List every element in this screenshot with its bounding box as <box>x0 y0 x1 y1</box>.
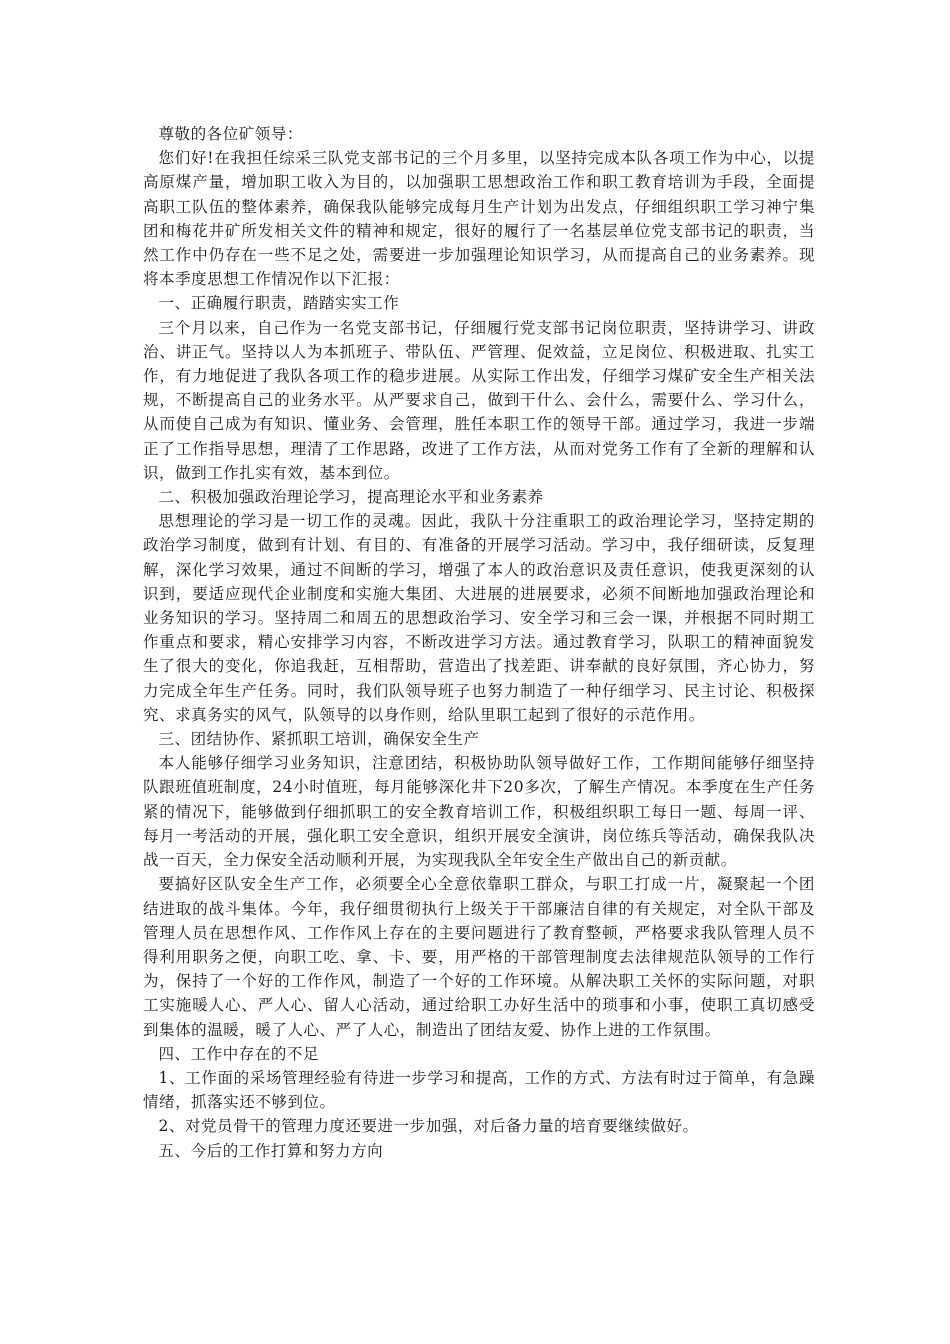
list-item-shortcoming-1: 1、工作面的采场管理经验有待进一步学习和提高，工作的方式、方法有时过于简单，有急躁情绪，抓落实还不够到位。 <box>143 1068 815 1112</box>
paragraph-section-2: 思想理论的学习是一切工作的灵魂。因此，我队十分注重职工的政治理论学习，坚持定期的政治学习制度，做到有计划、有目的、有准备的开展学习活动。学习中，我仔细研读，反复理解，深化学习效果，通过不间断的学习，增强了本人的政治意识及责任意识，使我更深刻的认识到，要适应现代企业制度和实施大集团、大进展的进展要求，必须不间断地加强政治理论和业务知识的学习。坚持周二和周五的思想政治学习、安全学习和三会一课，并根据不同时期工作重点和要求，精心安排学习内容，不断改进学习方法。通过教育学习，队职工的精神面貌发生了很大的变化，你追我赶，互相帮助，营造出了找差距、讲奉献的良好氛围，齐心协力，努力完成全年生产任务。同时，我们队领导班子也努力制造了一种仔细学习、民主讨论、积极探究、求真务实的风气，队领导的以身作则，给队里职工起到了很好的示范作用。 <box>143 512 815 724</box>
section-heading-5: 五、今后的工作打算和努力方向 <box>158 1141 384 1160</box>
paragraph-section-3b: 要搞好区队安全生产工作，必须要全心全意依靠职工群众，与职工打成一片，凝聚起一个团结进取的战斗集体。今年，我仔细贯彻执行上级关于干部廉洁自律的有关规定，对全队干部及管理人员在思想作风、工作作风上存在的主要问题进行了教育整顿，严格要求我队管理人员不得利用职务之便，向职工吃、拿、卡、要，用严格的干部管理制度去法律规范队领导的工作行为，保持了一个好的工作作风，制造了一个好的工作环境。从解决职工关怀的实际问题，对职工实施暖人心、严人心、留人心活动，通过给职工办好生活中的琐事和小事，使职工真切感受到集体的温暖，暖了人心、严了人心，制造出了团结友爱、协作上进的工作氛围。 <box>143 875 815 1039</box>
document-page <box>143 122 815 1163</box>
paragraph-intro: 您们好!在我担任综采三队党支部书记的三个月多里，以坚持完成本队各项工作为中心，以提高原煤产量，增加职工收入为目的，以加强职工思想政治工作和职工教育培训为手段，全面提高职工队伍的整体素养，确保我队能够完成每月生产计划为出发点，仔细组织职工学习神宁集团和梅花井矿所发相关文件的精神和规定，很好的履行了一名基层单位党支部书记的职责，当然工作中仍存在一些不足之处，需要进一步加强理论知识学习，从而提高自己的业务素养。现将本季度思想工作情况作以下汇报： <box>143 149 815 289</box>
section-heading-1: 一、正确履行职责，踏踏实实工作 <box>158 294 400 313</box>
section-heading-3: 三、团结协作、紧抓职工培训，确保安全生产 <box>158 730 480 749</box>
list-item-shortcoming-2: 2、对党员骨干的管理力度还要进一步加强，对后备力量的培育要继续做好。 <box>158 1117 699 1136</box>
paragraph-section-1: 三个月以来，自己作为一名党支部书记，仔细履行党支部书记岗位职责，坚持讲学习、讲政治、讲正气。坚持以人为本抓班子、带队伍、严管理、促效益，立足岗位、积极进取、扎实工作，有力地促进了我队各项工作的稳步进展。从实际工作出发，仔细学习煤矿安全生产相关法规，不断提高自己的业务水平。从严要求自己，做到干什么、会什么，需要什么、学习什么，从而使自己成为有知识、懂业务、会管理，胜任本职工作的领导干部。通过学习，我进一步端正了工作指导思想，理清了工作思路，改进了工作方法，从而对党务工作有了全新的理解和认识，做到工作扎实有效，基本到位。 <box>143 318 815 482</box>
paragraph-section-3a: 本人能够仔细学习业务知识，注意团结，积极协助队领导做好工作，工作期间能够仔细坚持队跟班值班制度，24小时值班，每月能够深化井下20多次，了解生产情况。本季度在生产任务紧的情况下，能够做到仔细抓职工的安全教育培训工作，积极组织职工每日一题、每周一评、每月一考活动的开展，强化职工安全意识，组织开展安全演讲，岗位练兵等活动，确保我队决战一百天，全力保安全活动顺利开展，为实现我队全年安全生产做出自己的新贡献。 <box>143 754 815 870</box>
section-heading-4: 四、工作中存在的不足 <box>158 1044 320 1063</box>
salutation: 尊敬的各位矿领导： <box>158 125 303 143</box>
section-heading-2: 二、积极加强政治理论学习，提高理论水平和业务素养 <box>158 488 544 507</box>
